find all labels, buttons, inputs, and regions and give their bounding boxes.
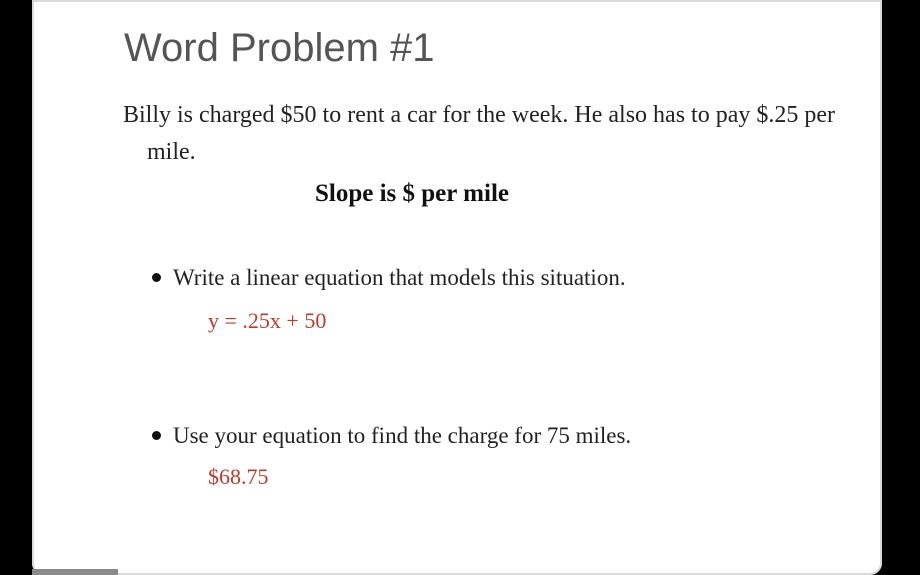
slide-title: Word Problem #1 (124, 26, 435, 70)
problem-statement: Billy is charged $50 to rent a car for the week. He also has to pay $.25 per mile. (123, 102, 836, 165)
bullet-text: Use your equation to find the charge for 75 miles. (173, 423, 632, 448)
equation-answer: y = .25x + 50 (208, 308, 327, 333)
bullet-item-equation (152, 265, 626, 291)
scrollbar[interactable] (32, 569, 118, 575)
slope-note: Slope is $ per mile (315, 180, 509, 207)
bullet-icon (152, 273, 161, 282)
bullet-item-charge (152, 423, 631, 449)
bullet-icon (152, 431, 161, 440)
slide (32, 0, 882, 575)
charge-answer: $68.75 (208, 464, 269, 489)
bullet-text: Write a linear equation that models this situation. (173, 265, 626, 290)
